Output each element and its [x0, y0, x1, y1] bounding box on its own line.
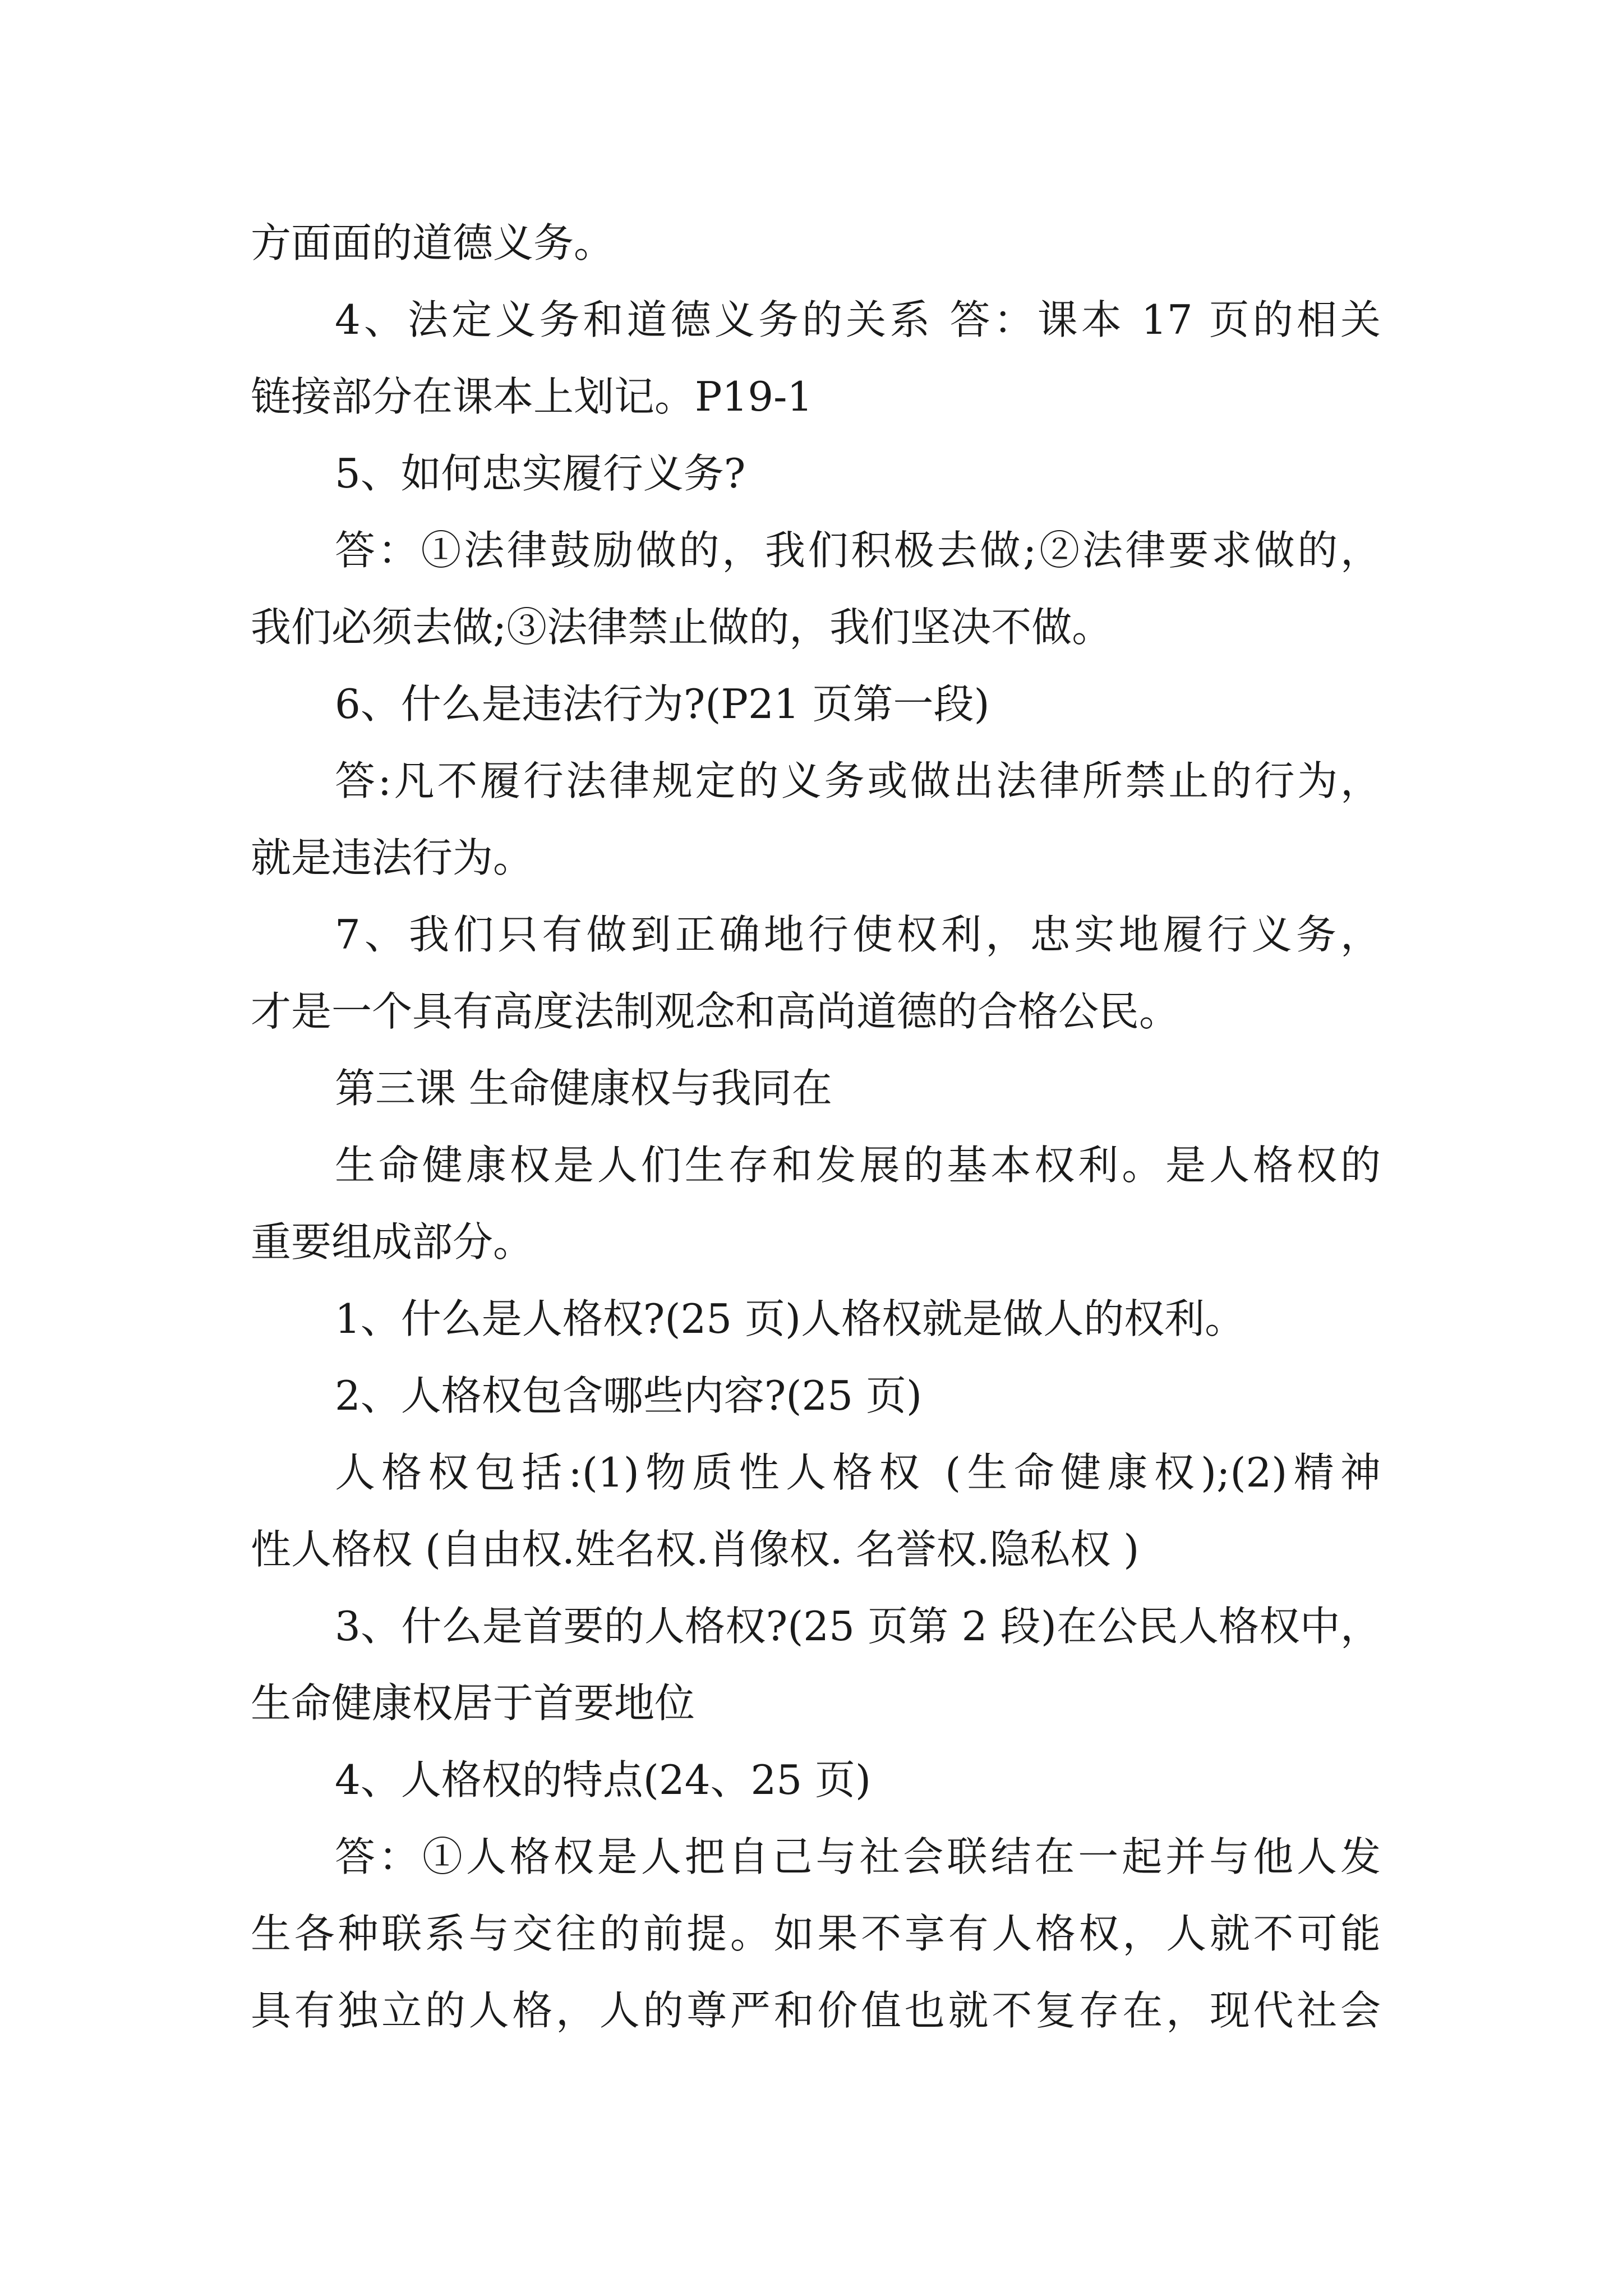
text-line: 具有独立的人格，人的尊严和价值也就不复存在，现代社会 [251, 1987, 1381, 2034]
text-line: 3、什么是首要的人格权?(25 页第 2 段)在公民人格权中， [335, 1603, 1381, 1650]
text-line: 5、如何忠实履行义务? [335, 450, 746, 497]
text-line: 生命健康权是人们生存和发展的基本权利。是人格权的 [335, 1142, 1381, 1189]
text-line: 7、我们只有做到正确地行使权利，忠实地履行义务， [335, 911, 1381, 958]
text-line: 我们必须去做;③法律禁止做的，我们坚决不做。 [251, 604, 1113, 651]
text-line: 链接部分在课本上划记。P19-1 [251, 373, 813, 420]
text-line: 答：①人格权是人把自己与社会联结在一起并与他人发 [335, 1833, 1381, 1880]
text-line: 人格权包括:(1)物质性人格权 (生命健康权);(2)精神 [335, 1449, 1381, 1496]
text-line: 才是一个具有高度法制观念和高尚道德的合格公民。 [251, 988, 1180, 1035]
text-line: 4、法定义务和道德义务的关系 答：课本 17 页的相关 [335, 296, 1381, 343]
text-line: 答:凡不履行法律规定的义务或做出法律所禁止的行为， [335, 757, 1381, 804]
text-line: 就是违法行为。 [251, 834, 534, 881]
text-line: 6、什么是违法行为?(P21 页第一段) [335, 680, 990, 728]
text-line: 生命健康权居于首要地位 [251, 1680, 695, 1727]
text-line: 生各种联系与交往的前提。如果不享有人格权，人就不可能 [251, 1910, 1381, 1957]
section-heading: 第三课 生命健康权与我同在 [335, 1065, 832, 1112]
text-line: 4、人格权的特点(24、25 页) [335, 1756, 872, 1803]
text-line: 2、人格权包含哪些内容?(25 页) [335, 1372, 923, 1419]
text-line: 性人格权 (自由权.姓名权.肖像权. 名誉权.隐私权 ) [251, 1526, 1140, 1573]
text-line: 1、什么是人格权?(25 页)人格权就是做人的权利。 [335, 1295, 1246, 1342]
text-line: 重要组成部分。 [251, 1218, 534, 1266]
text-line: 方面面的道德义务。 [251, 219, 615, 266]
text-line: 答：①法律鼓励做的，我们积极去做;②法律要求做的， [335, 527, 1381, 574]
